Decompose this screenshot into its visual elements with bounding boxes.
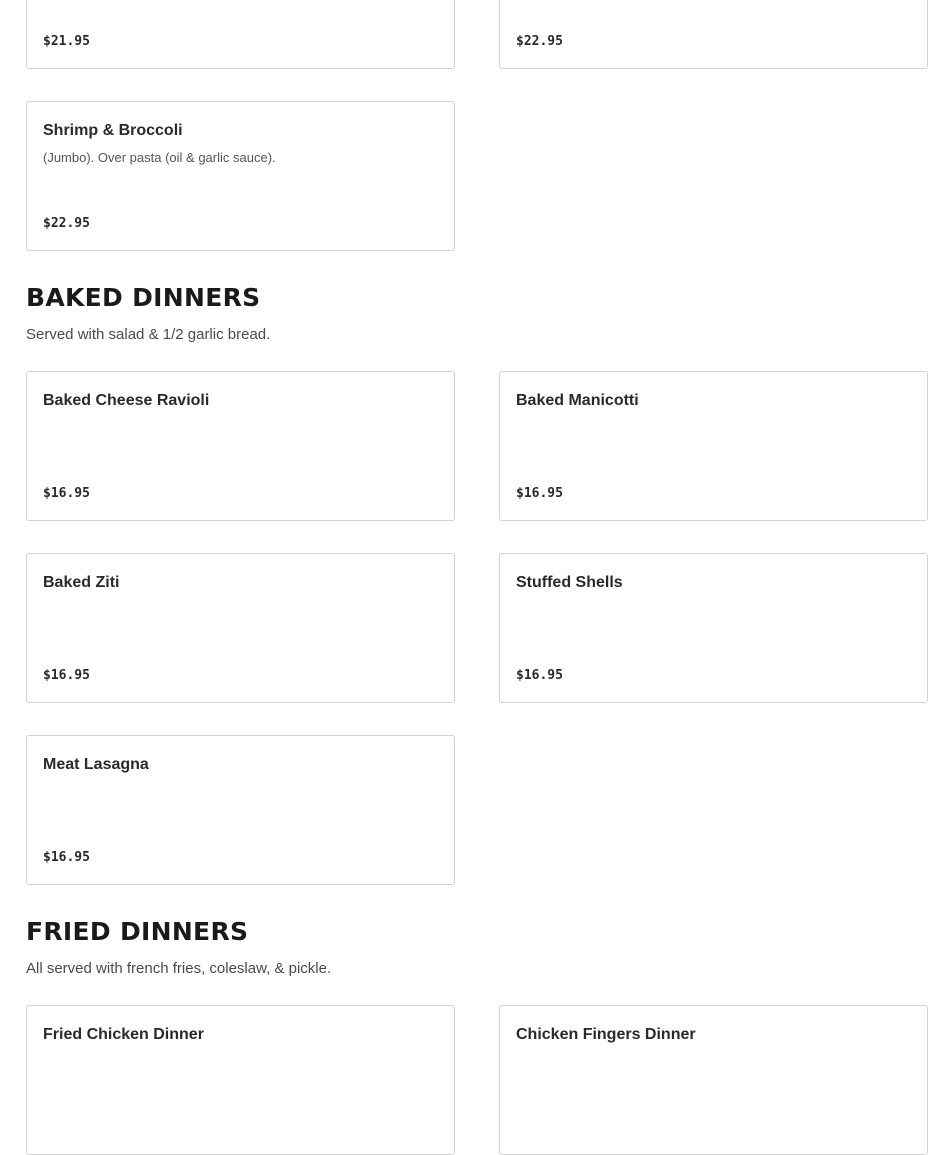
section-subtitle: All served with french fries, coleslaw, & pickle.	[26, 960, 332, 977]
item-name: Baked Manicotti	[516, 392, 639, 409]
menu-item-card[interactable]	[26, 553, 455, 703]
item-price: $22.95	[516, 34, 563, 49]
item-name: Baked Ziti	[43, 574, 120, 591]
item-name: Baked Cheese Ravioli	[43, 392, 210, 409]
item-price: $16.95	[516, 668, 563, 683]
menu-item-card[interactable]	[26, 371, 455, 521]
menu-item-card[interactable]	[499, 0, 928, 69]
item-price: $16.95	[43, 668, 90, 683]
item-price: $16.95	[516, 486, 563, 501]
menu-item-card[interactable]	[499, 1005, 928, 1155]
menu-item-card[interactable]	[499, 553, 928, 703]
item-name: Stuffed Shells	[516, 574, 623, 591]
item-name: Shrimp & Broccoli	[43, 122, 183, 139]
item-name: Meat Lasagna	[43, 756, 149, 773]
item-name: Fried Chicken Dinner	[43, 1026, 204, 1043]
section-title: FRIED DINNERS	[26, 917, 249, 946]
item-description: (Jumbo). Over pasta (oil & garlic sauce).	[43, 150, 276, 165]
section-subtitle: Served with salad & 1/2 garlic bread.	[26, 326, 271, 343]
item-name: Chicken Fingers Dinner	[516, 1026, 696, 1043]
menu-item-card[interactable]	[26, 735, 455, 885]
menu-item-card[interactable]	[26, 0, 455, 69]
item-price: $16.95	[43, 850, 90, 865]
menu-item-card[interactable]	[26, 101, 455, 251]
item-price: $22.95	[43, 216, 90, 231]
item-price: $21.95	[43, 34, 90, 49]
section-title: BAKED DINNERS	[26, 283, 261, 312]
menu-item-card[interactable]	[499, 371, 928, 521]
menu-item-card[interactable]	[26, 1005, 455, 1155]
item-price: $16.95	[43, 486, 90, 501]
